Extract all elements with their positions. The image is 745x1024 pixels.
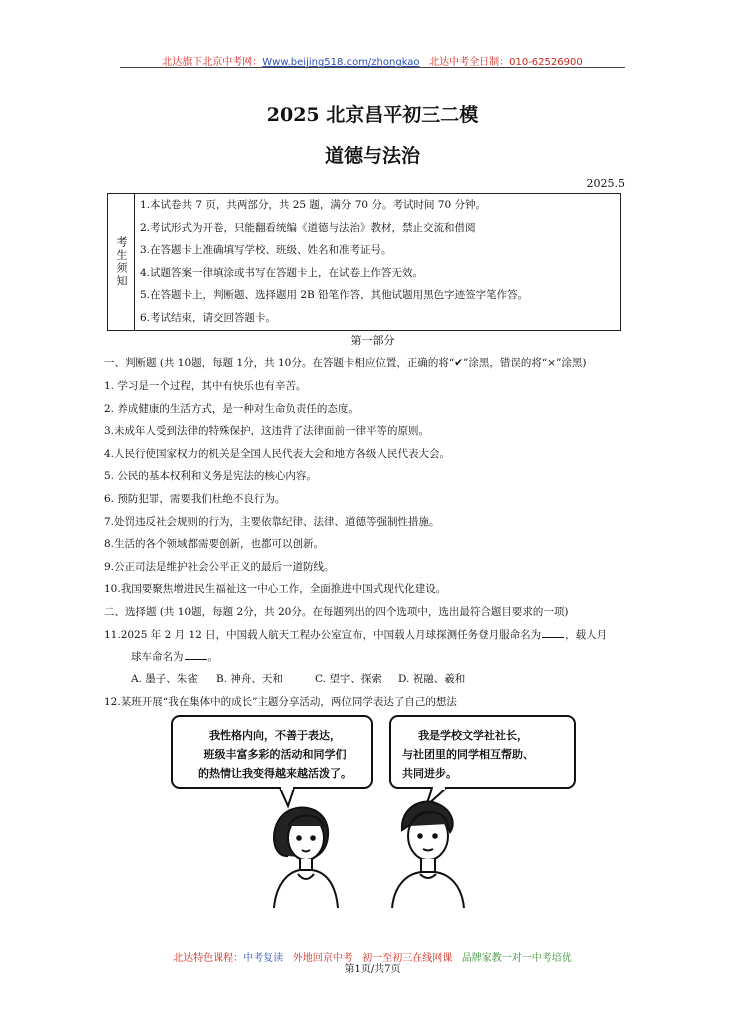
judgment-item: 2. 养成健康的生活方式，是一种对生命负责任的态度。: [104, 403, 359, 415]
question-11-line1: [104, 627, 607, 642]
header-url-link[interactable]: Www.beijing518.com/zhongkao: [262, 57, 420, 68]
section2-heading: 二、选择题 (共 10题，每题 2分，共 20分。在每题列出的四个选项中，选出最符合题目要求的一项): [104, 606, 569, 618]
question-11-text-b: ，载人月: [565, 629, 608, 641]
notice-row: 5.在答题卡上，判断题、选择题用 2B 铅笔作答，其他试题用黑色字迹签字笔作答。: [140, 289, 529, 302]
notice-rows: [134, 194, 620, 330]
students-illustration: [170, 708, 580, 913]
notice-row: 2.考试形式为开卷，只能翻看统编《道德与法治》教材，禁止交流和借阅: [140, 221, 476, 234]
notice-side-label: 考生须知: [115, 236, 128, 288]
footer-course-link[interactable]: 品牌家教一对一中考培优: [461, 953, 572, 964]
judgment-item: 1. 学习是一个过程，其中有快乐也有辛苦。: [104, 380, 307, 392]
right-bubble-text: [396, 726, 578, 783]
question-12: 12.某班开展“我在集体中的成长”主题分享活动，两位同学表达了自己的想法: [104, 696, 457, 708]
judgment-item: 3.未成年人受到法律的特殊保护，这违背了法律面前一律平等的原则。: [104, 425, 430, 437]
notice-side-label-cell: [108, 194, 135, 330]
footer-label: 北达特色课程：: [173, 953, 244, 964]
site-header: [0, 53, 745, 68]
notice-row: 1.本试卷共 7 页，共两部分，共 25 题，满分 70 分。考试时间 70 分钟。: [140, 199, 486, 211]
judgment-item: 8.生活的各个领域都需要创新，也都可以创新。: [104, 538, 325, 550]
section1-heading: 一、判断题 (共 10题，每题 1分，共 10分。在答题卡相应位置，正确的将“✔”涂黑，错误的将“×”涂黑): [104, 357, 587, 369]
header-prefix: 北达旗下北京中考网：: [162, 57, 263, 68]
option-d: D. 祝融、羲和: [398, 673, 466, 685]
exam-title: 2025 北京昌平初三二模: [266, 104, 479, 126]
notice-row: 3.在答题卡上准确填写学校、班级、姓名和准考证号。: [140, 244, 392, 257]
option-b: B. 神舟、天和: [216, 673, 283, 685]
judgment-item: 10.我国要聚焦增进民生福祉这一中心工作，全面推进中国式现代化建设。: [104, 583, 447, 595]
header-hotline: 北达中考全日制：010-62526900: [429, 57, 583, 68]
candidate-notice-box: [107, 193, 621, 331]
boy-figure: [392, 802, 464, 908]
exam-date: 2025.5: [586, 177, 625, 190]
answer-blank: [185, 649, 207, 660]
judgment-item: 9.公正司法是维护社会公平正义的最后一道防线。: [104, 561, 335, 573]
header-divider: [120, 67, 625, 68]
page-number: 第1页/共7页: [344, 964, 401, 975]
footer-course-link[interactable]: 初一至初三在线网课: [362, 953, 453, 964]
answer-blank: [542, 627, 564, 638]
subject-title: 道德与法治: [324, 145, 420, 167]
bubble-line: 与社团里的同学相互帮助、: [402, 748, 534, 761]
bubble-line: 共同进步。: [402, 767, 457, 780]
footer-course-link[interactable]: 外地回京中考: [292, 953, 353, 964]
judgment-item: 7.处罚违反社会规则的行为，主要依靠纪律、法律、道德等强制性措施。: [104, 516, 440, 528]
notice-row: 6.考试结束，请交回答题卡。: [140, 311, 277, 324]
judgment-item: 5. 公民的基本权利和义务是宪法的核心内容。: [104, 470, 317, 482]
girl-figure: [274, 808, 338, 908]
question-11-text-d: 。: [207, 651, 218, 663]
judgment-item: 4.人民行使国家权力的机关是全国人民代表大会和地方各级人民代表大会。: [104, 448, 451, 460]
option-c: C. 望宇、探索: [315, 673, 382, 685]
bubble-line: 我性格内向，不善于表达，: [209, 729, 341, 742]
footer-course-link[interactable]: 中考复读: [243, 953, 284, 964]
notice-row: 4.试题答案一律填涂或书写在答题卡上，在试卷上作答无效。: [140, 266, 424, 279]
part-one-heading: 第一部分: [350, 334, 395, 347]
question-11-text-a: 11.2025 年 2 月 12 日，中国载人航天工程办公室宣布，中国载人月球探测任务登月服命名为: [104, 629, 542, 641]
bubble-line: 班级丰富多彩的活动和同学们: [203, 748, 347, 761]
bubble-line: 我是学校文学社社长，: [418, 729, 528, 742]
bubble-line: 的热情让我变得越来越活泼了。: [198, 767, 352, 780]
question-11-line2: [131, 649, 218, 664]
left-bubble-text: [180, 726, 370, 783]
question-11-text-c: 球车命名为: [131, 651, 184, 663]
option-a: A. 墨子、朱雀: [131, 673, 198, 685]
left-bubble-tail: [280, 788, 294, 806]
judgment-item: 6. 预防犯罪，需要我们杜绝不良行为。: [104, 493, 286, 505]
